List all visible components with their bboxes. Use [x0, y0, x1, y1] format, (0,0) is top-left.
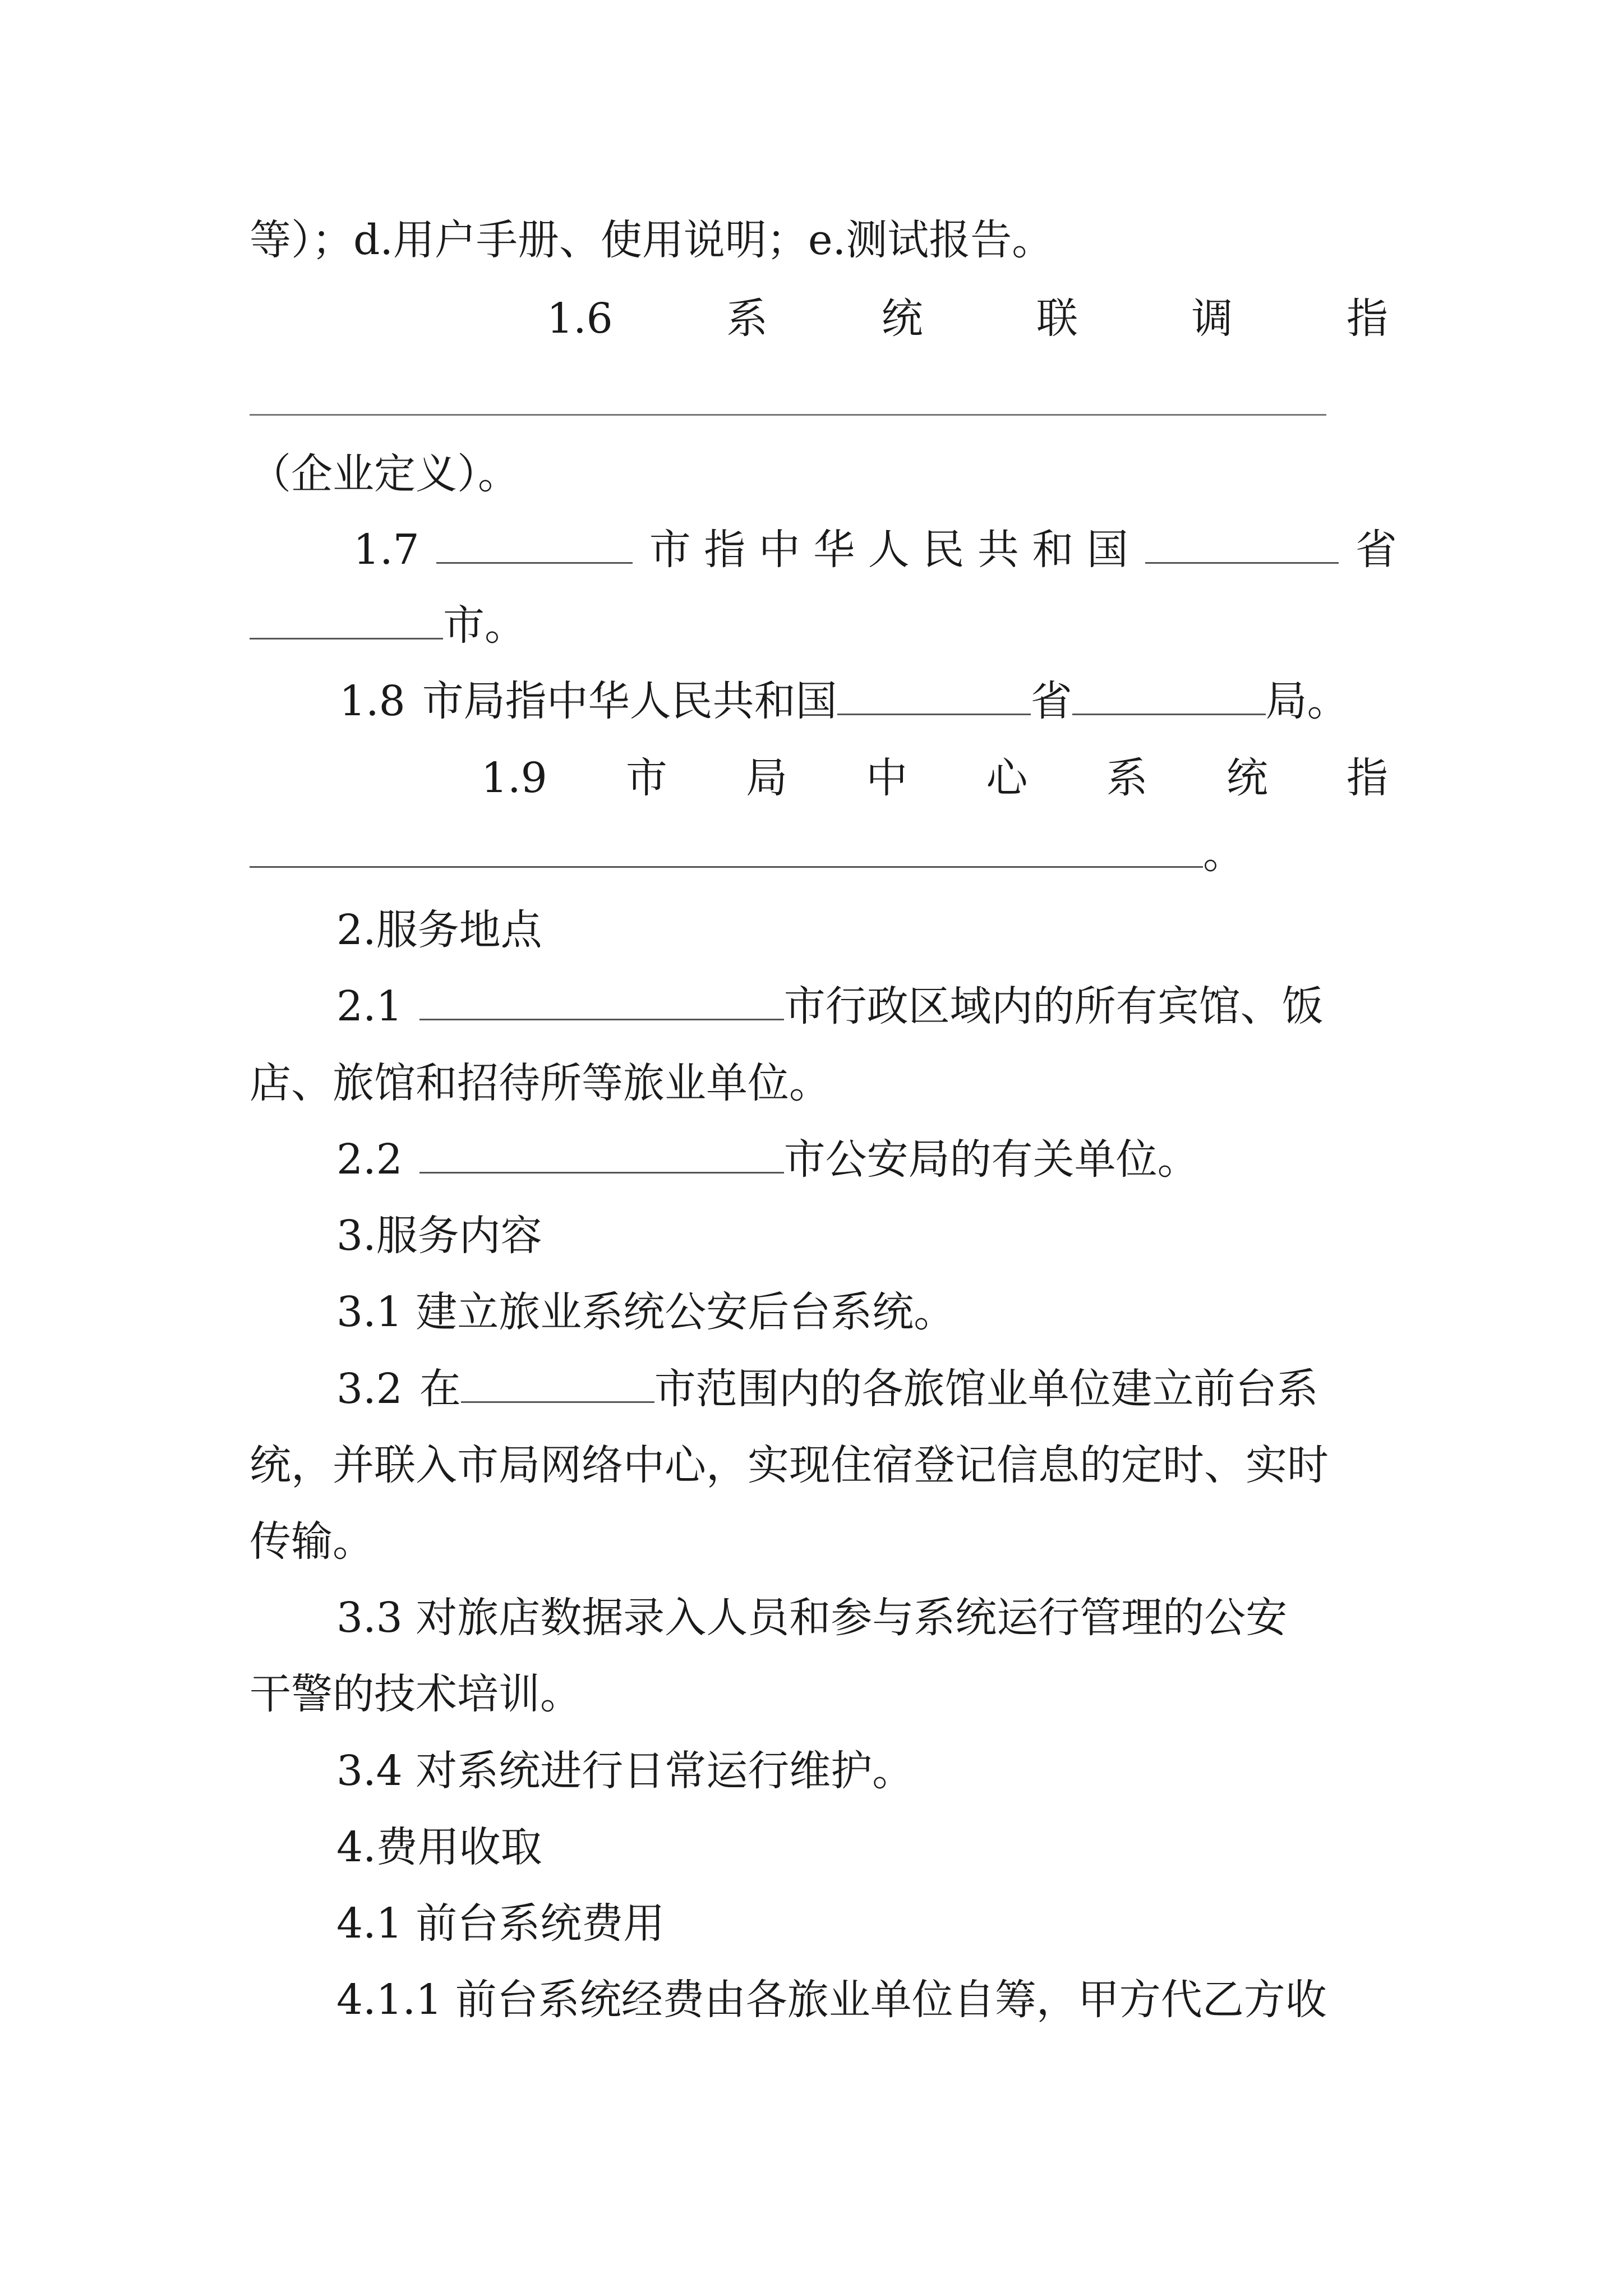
fill-in-blank — [250, 601, 443, 639]
text-run: 统，并联入市局网络中心，实现住宿登记信息的定时、实时 — [250, 1441, 1329, 1489]
clause-3-1 — [336, 1284, 1388, 1340]
definition-1-6 — [547, 291, 1388, 347]
fill-in-blank — [837, 677, 1031, 715]
text-run: 3.3 对旅店数据录入人员和参与系统运行管理的公安 — [336, 1594, 1288, 1642]
text-run: 市 指 中 华 人 民 共 和 国 — [649, 526, 1128, 574]
fill-in-blank — [419, 982, 784, 1020]
text-run: 3.服务内容 — [336, 1212, 542, 1260]
spread-char: 局 — [746, 754, 788, 802]
clause-number: 1.8 — [339, 677, 405, 725]
definition-1-7 — [353, 522, 1397, 578]
section-heading — [336, 1819, 1388, 1875]
clause-4-1 — [336, 1895, 1388, 1952]
clause-2-1 — [336, 978, 1388, 1034]
paragraph-line — [250, 826, 1388, 882]
text-run: 4.1.1 前台系统经费由各旅业单位自筹，甲方代乙方收 — [336, 1976, 1327, 2024]
spread-char: 市 — [625, 754, 667, 802]
text-run: 传输。 — [250, 1517, 374, 1566]
spread-char: 系 — [1106, 754, 1148, 802]
text-run: 等）；d.用户手册、使用说明；e.测试报告。 — [250, 216, 1054, 264]
text-run: 局。 — [1265, 677, 1349, 725]
clause-3-2 — [336, 1361, 1388, 1417]
clause-number: 2.1 — [336, 982, 403, 1030]
definition-1-8 — [339, 673, 1416, 729]
spread-char: 调 — [1191, 295, 1233, 343]
fill-in-blank — [419, 1135, 784, 1174]
spread-char: 联 — [1036, 295, 1078, 343]
clause-number: 1.7 — [353, 526, 419, 574]
clause-3-3 — [336, 1590, 1388, 1646]
paragraph-line — [250, 1666, 1388, 1722]
text-run: 店、旅馆和招待所等旅业单位。 — [250, 1059, 831, 1107]
fill-in-blank — [250, 829, 1203, 868]
text-run: 2.服务地点 — [336, 906, 542, 954]
text-run: 市公安局的有关单位。 — [783, 1135, 1199, 1184]
section-heading — [336, 902, 1388, 958]
spread-char: 指 — [1346, 295, 1388, 343]
paragraph-line — [250, 1513, 1388, 1570]
spread-char: 心 — [986, 754, 1028, 802]
text-run: 4.费用收取 — [336, 1823, 542, 1871]
clause-2-2 — [336, 1131, 1388, 1188]
spread-char: 系 — [726, 295, 768, 343]
text-run: （企业定义）。 — [250, 450, 519, 498]
text-run: 省 — [1030, 677, 1072, 725]
text-run: 干警的技术培训。 — [250, 1670, 582, 1718]
fill-in-blank — [461, 1364, 654, 1403]
clause-3-4 — [336, 1743, 1388, 1799]
clause-4-1-1 — [336, 1972, 1388, 2028]
spread-char: 统 — [1226, 754, 1268, 802]
paragraph-line — [250, 597, 1388, 654]
spread-char: 指 — [1347, 754, 1388, 802]
clause-number: 2.2 — [336, 1135, 403, 1184]
paragraph-line — [250, 212, 1388, 268]
paragraph-line — [250, 1055, 1388, 1111]
text-run: 在 — [419, 1365, 461, 1413]
text-run: 。 — [1203, 830, 1244, 878]
clause-number: 1.9 — [481, 754, 547, 802]
text-run: 3.1 建立旅业系统公安后台系统。 — [336, 1288, 956, 1336]
fill-in-blank-rule — [250, 414, 1326, 416]
paragraph-line — [250, 1437, 1388, 1493]
text-run: 市行政区域内的所有宾馆、饭 — [783, 982, 1324, 1030]
text-run: 市局指中华人民共和国 — [422, 677, 837, 725]
text-run: 省 — [1355, 526, 1397, 574]
section-heading — [336, 1208, 1388, 1264]
fill-in-blank — [1072, 677, 1266, 715]
fill-in-blank — [1145, 525, 1339, 564]
text-run: 4.1 前台系统费用 — [336, 1899, 665, 1948]
text-run: 市。 — [443, 601, 526, 650]
clause-number: 1.6 — [547, 295, 613, 343]
spread-char: 统 — [881, 295, 923, 343]
fill-in-blank — [436, 525, 633, 564]
definition-1-9 — [481, 750, 1388, 806]
text-run: 3.4 对系统进行日常运行维护。 — [336, 1747, 914, 1795]
text-run: 市范围内的各旅馆业单位建立前台系 — [654, 1365, 1318, 1413]
clause-number: 3.2 — [336, 1365, 403, 1413]
spread-char: 中 — [866, 754, 908, 802]
paragraph-line — [250, 446, 1388, 502]
